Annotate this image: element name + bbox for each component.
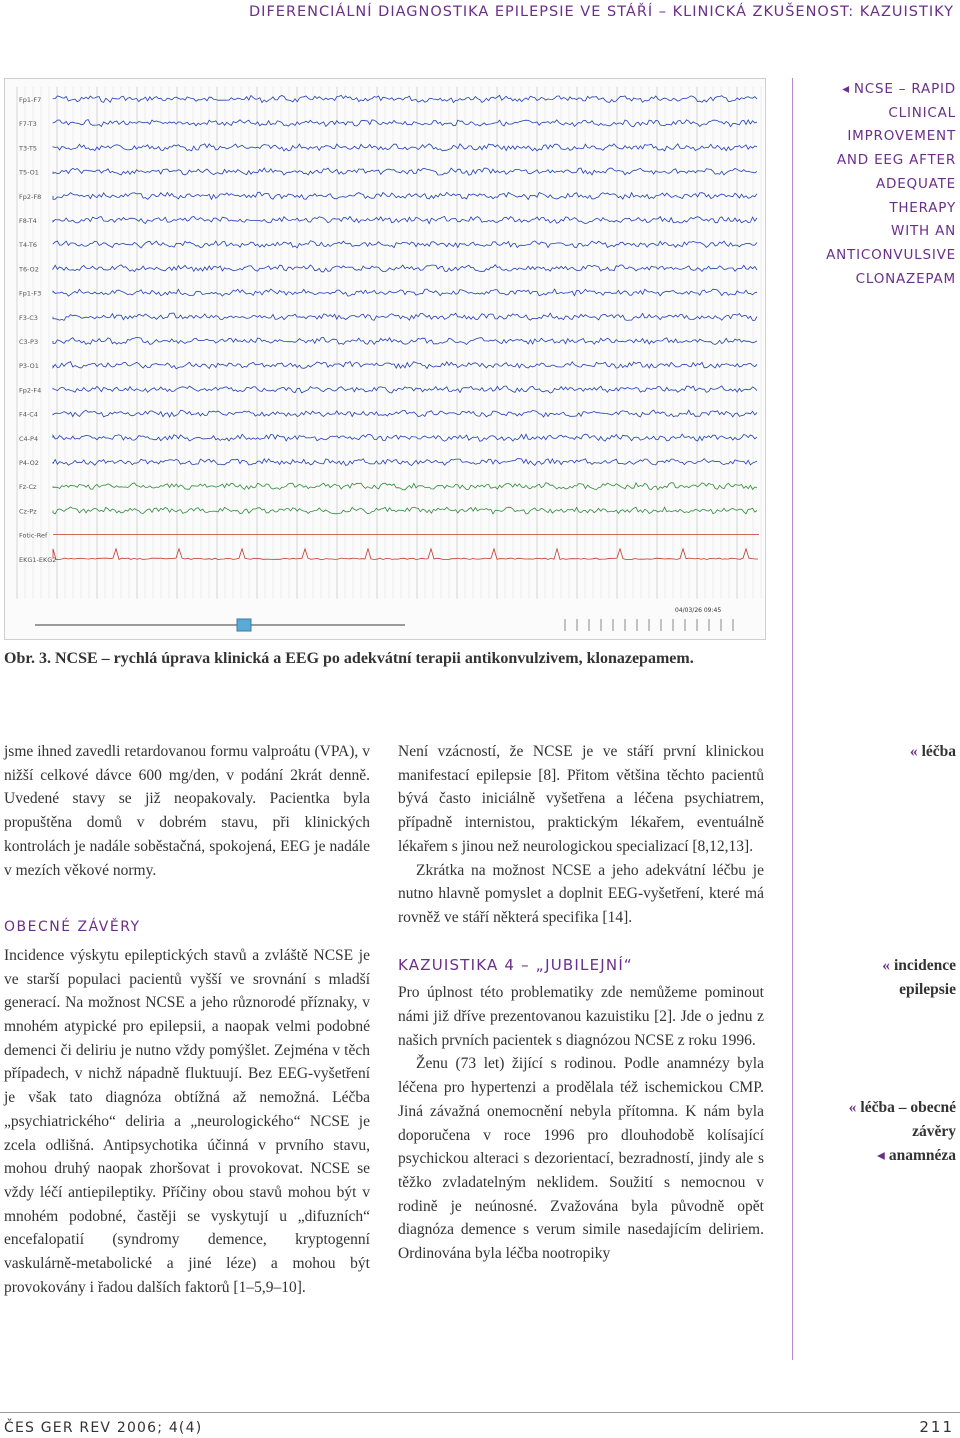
side-label-line: NCSE – RAPID — [853, 81, 956, 97]
eeg-channel-label: F4-C4 — [19, 410, 38, 419]
eeg-trace — [53, 95, 757, 102]
margin-note: « léčba — [909, 743, 956, 760]
eeg-timestamp: 04/03/26 09:45 — [675, 607, 722, 614]
double-arrow-left-icon: « — [882, 957, 890, 974]
left-column — [4, 740, 370, 1299]
eeg-trace — [53, 362, 757, 369]
double-arrow-left-icon: « — [848, 1099, 857, 1116]
eeg-channel-label: T5-O1 — [19, 168, 39, 177]
eeg-trace — [53, 386, 757, 393]
figure-side-label — [796, 78, 956, 291]
side-label-line: ADEQUATE — [875, 175, 956, 192]
eeg-trace — [53, 434, 757, 441]
eeg-channel-label: T6-O2 — [19, 265, 39, 274]
eeg-trace — [53, 313, 757, 320]
eeg-channel-label: Fotic-Ref — [19, 531, 48, 540]
footer-rule — [0, 1412, 960, 1413]
margin-note: « incidence epilepsie — [882, 957, 956, 998]
arrow-left-icon: ◂ — [877, 1147, 885, 1164]
paragraph: Ženu (73 let) žijící s rodinou. Podle anamnézy byla léčena pro hypertenzi a prodělala též ischemickou CMP. Jiná závažná onemocnění nebyla přítomna. K nám byla doporučena v roce 1996 pro dlouhodobě kolísající psychickou alteraci s dezorientací, bezradností, jindy ale s těžko zvladatelným neklidem. Soužití s nemocnou v rodině je neúnosné. Zvažována byla původně opět diagnóza demence s verum simile nasedajícím deliriem. Ordinována byla léčba nootropiky — [398, 1055, 764, 1263]
margin-note: « léčba – obecné závěry ◂ anamnéza — [848, 1099, 956, 1164]
side-label-line: WITH AN — [891, 223, 956, 240]
eeg-trace — [53, 120, 757, 127]
eeg-channel-label: T4-T6 — [19, 241, 37, 250]
side-label-line: AND EEG AFTER — [836, 152, 956, 169]
eeg-timebar-thumb — [237, 619, 251, 631]
eeg-channel-label: F8-T4 — [19, 217, 37, 225]
eeg-channel-label: Fp1-F7 — [19, 96, 42, 104]
eeg-channel-label: Fp1-F3 — [19, 289, 42, 298]
side-label-line: IMPROVEMENT — [847, 128, 956, 145]
paragraph: jsme ihned zavedli retardovanou formu valproátu (VPA), v nižší celkové dávce 600 mg/den, v podání 2krát denně. Uvedené stavy se již neopakovaly. Pacientka byla propuštěna domů v dobrém stavu, při klinických kontrolách je nadále soběstačná, spokojená, EEG je nadále v mezích věkové normy. — [4, 743, 370, 879]
eeg-channel-label: C3-P3 — [19, 338, 39, 346]
column-divider — [792, 78, 793, 1360]
eeg-trace — [53, 549, 758, 560]
section-heading: KAZUISTIKA 4 – „JUBILEJNÍ“ — [398, 955, 633, 974]
figure-caption: Obr. 3. NCSE – rychlá úprava klinická a EEG po adekvátní terapii antikonvulzivem, klonazepamem. — [4, 650, 694, 667]
page-number: 211 — [919, 1418, 954, 1436]
middle-column — [398, 740, 764, 1266]
running-head: DIFERENCIÁLNÍ DIAGNOSTIKA EPILEPSIE VE STÁŘÍ – KLINICKÁ ZKUŠENOST: KAZUISTIKY — [249, 4, 954, 20]
paragraph: Pro úplnost této problematiky zde nemůžeme pominout námi již dříve prezentovanou kazuistiku [2]. Jde o jednu z našich prvních pacientek s diagnózou NCSE z roku 1996. — [398, 984, 764, 1049]
eeg-trace — [53, 337, 757, 344]
eeg-channel-label: P3-O1 — [19, 362, 39, 371]
eeg-channel-label: C4-P4 — [19, 434, 39, 443]
eeg-channel-label: Fp2-F4 — [19, 386, 42, 395]
paragraph: Není vzácností, že NCSE je ve stáří první klinickou manifestací epilepsie [8]. Přitom většina těchto pacientů bývá často iniciálně vyšetřena a léčena psychiatrem, případně internistou, praktickým lékařem, eventuálně lékařem s jinou než neurologickou specializací [8,12,13]. — [398, 743, 764, 855]
side-label-line: THERAPY — [889, 199, 956, 216]
eeg-trace — [53, 459, 757, 466]
eeg-trace — [53, 217, 757, 224]
section-heading: OBECNÉ ZÁVĚRY — [4, 919, 141, 936]
eeg-channel-label: Fp2-F8 — [19, 192, 42, 201]
eeg-trace — [53, 168, 757, 175]
eeg-trace-svg — [5, 79, 765, 639]
eeg-channel-label: Fz-Cz — [19, 483, 37, 492]
paragraph: Zkrátka na možnost NCSE a jeho adekvátní léčbu je nutno hlavně pomyslet a doplnit EEG-vyšetření, které má rovněž ve stáří některá specifika [14]. — [398, 861, 764, 926]
double-arrow-left-icon: « — [909, 743, 918, 760]
eeg-trace — [53, 144, 757, 151]
side-label-line: ANTICONVULSIVE — [826, 246, 956, 263]
paragraph: Incidence výskytu epileptických stavů a zvláště NCSE je ve starší populaci pacientů vyšší ve srovnání s mladší generací. Na možnost NCSE a jeho různorodé příznaky, v mnohém atypické pro epilepsii, a naopak velmi podobné demenci či deliriu je nutno vždy pomýšlet. Zejména v těch případech, v nichž nápadně fluktuují. Bez EEG-vyšetření je však tato diagnóza obtížná až nemožná. Léčba „psychiatrického“ deliria a „neurologického“ NCSE je zcela odlišná. Antipsychotika účinná v prvního stavu, mohou druhý naopak zhoršovat i provokovat. NCSE se vždy léčí antiepileptiky. Příčiny obou stavů mohou být v mnohém podobné, častěji se vyskytují u „difuzních“ encefalopatií (syndromy demence, kryptogenní vaskulárně-metabolické a jiné léze) a mohou být provokovány i řadou dalších faktorů [1–5,9–10]. — [4, 946, 370, 1296]
eeg-trace — [53, 483, 757, 490]
eeg-channel-label: EKG1-EKG2 — [19, 555, 57, 564]
side-label-line: CLONAZEPAM — [855, 270, 956, 287]
eeg-channel-label: Cz-Pz — [19, 507, 37, 516]
side-label-line: CLINICAL — [888, 104, 956, 121]
eeg-figure — [4, 78, 766, 640]
eeg-trace — [53, 241, 757, 248]
eeg-trace — [53, 265, 757, 272]
eeg-channel-label: P4-O2 — [19, 459, 39, 467]
eeg-trace — [53, 410, 757, 417]
eeg-trace — [53, 507, 757, 514]
eeg-trace — [53, 192, 757, 199]
eeg-trace — [53, 289, 757, 296]
footer-journal: ČES GER REV 2006; 4(4) — [4, 1420, 203, 1436]
arrow-left-icon: ◂ — [842, 81, 850, 97]
eeg-channel-label: T3-T5 — [19, 144, 37, 153]
side-label-lines — [796, 81, 956, 291]
eeg-channel-label: F3-C3 — [19, 313, 38, 322]
eeg-channel-label: F7-T3 — [19, 120, 37, 129]
